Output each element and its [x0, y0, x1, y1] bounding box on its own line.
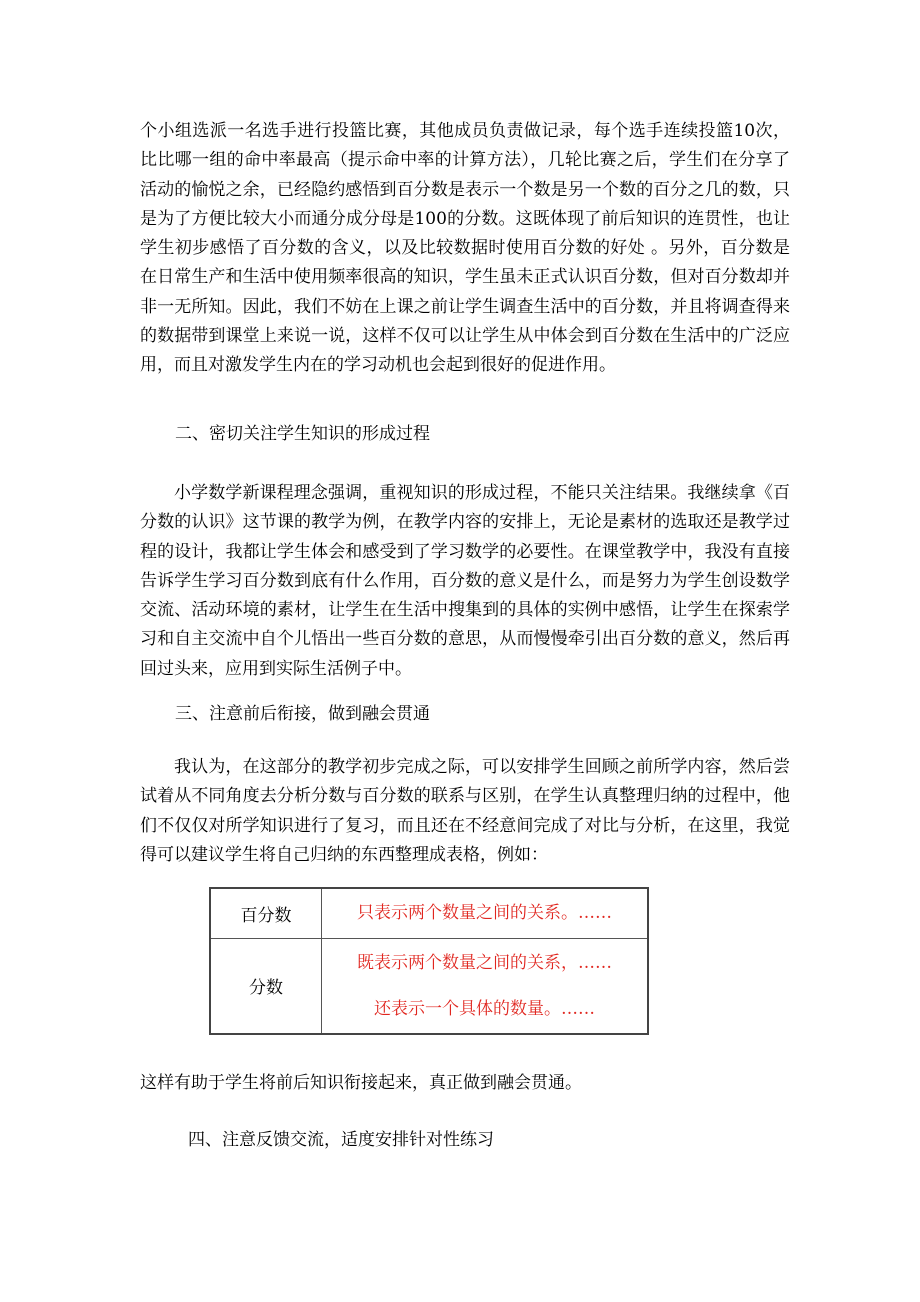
table-label-fraction: 分数	[210, 938, 322, 1034]
body-paragraph-1: 个小组选派一名选手进行投篮比赛，其他成员负责做记录，每个选手连续投篮10次，比比哪一组的命中率最高（提示命中率的计算方法），几轮比赛之后，学生们在分享了活动的愉悦之余，已经隐约感悟到百分数是表示一个数是另一个数的百分之几的数，只是为了方便比较大小而通分成分母是100的分数。这既体现了前后知识的连贯性，也让学生初步感悟了百分数的含义，以及比较数据时使用百分数的好处 。另外，百分数是在日常生产和生活中使用频率很高的知识，学生虽未正式认识百分数，但对百分数却并非一无所知。因此，我们不妨在上课之前让学生调查生活中的百分数，并且将调查得来的数据带到课堂上来说一说，这样不仅可以让学生从中体会到百分数在生活中的广泛应用，而且对激发学生内在的学习动机也会起到很好的促进作用。	[140, 121, 790, 376]
body-paragraph-3: 我认为，在这部分的教学初步完成之际，可以安排学生回顾之前所学内容，然后尝试着从不同角度去分析分数与百分数的联系与区别，在学生认真整理归纳的过程中，他们不仅仅对所学知识进行了复习，而且还在不经意间完成了对比与分析，在这里，我觉得可以建议学生将自己归纳的东西整理成表格，例如：	[140, 757, 790, 865]
body-paragraph-4: 这样有助于学生将前后知识衔接起来，真正做到融会贯通。	[140, 1073, 582, 1093]
table-line: 既表示两个数量之间的关系，……	[357, 952, 612, 973]
table-line: 只表示两个数量之间的关系。……	[357, 903, 612, 924]
table-cell-percent	[322, 888, 649, 938]
section-heading-3: 三、注意前后衔接，做到融会贯通	[175, 704, 430, 724]
section-heading-4: 四、注意反馈交流，适度安排针对性练习	[188, 1130, 494, 1150]
body-paragraph-2: 小学数学新课程理念强调，重视知识的形成过程，不能只关注结果。我继续拿《百分数的认识》这节课的教学为例，在教学内容的安排上，无论是素材的选取还是教学过程的设计，我都让学生体会和感受到了学习数学的必要性。在课堂教学中，我没有直接告诉学生学习百分数到底有什么作用，百分数的意义是什么，而是努力为学生创设数学交流、活动环境的素材，让学生在生活中搜集到的具体的实例中感悟，让学生在探索学习和自主交流中自个儿悟出一些百分数的意思，从而慢慢牵引出百分数的意义，然后再回过头来，应用到实际生活例子中。	[140, 483, 790, 679]
section-heading-2: 二、密切关注学生知识的形成过程	[175, 424, 430, 444]
table-cell-fraction	[322, 938, 649, 1034]
table-line: 还表示一个具体的数量。……	[374, 998, 595, 1019]
table-row	[210, 938, 648, 1034]
table-row	[210, 888, 648, 938]
comparison-table	[209, 887, 649, 1035]
table-label-percent: 百分数	[210, 888, 322, 938]
